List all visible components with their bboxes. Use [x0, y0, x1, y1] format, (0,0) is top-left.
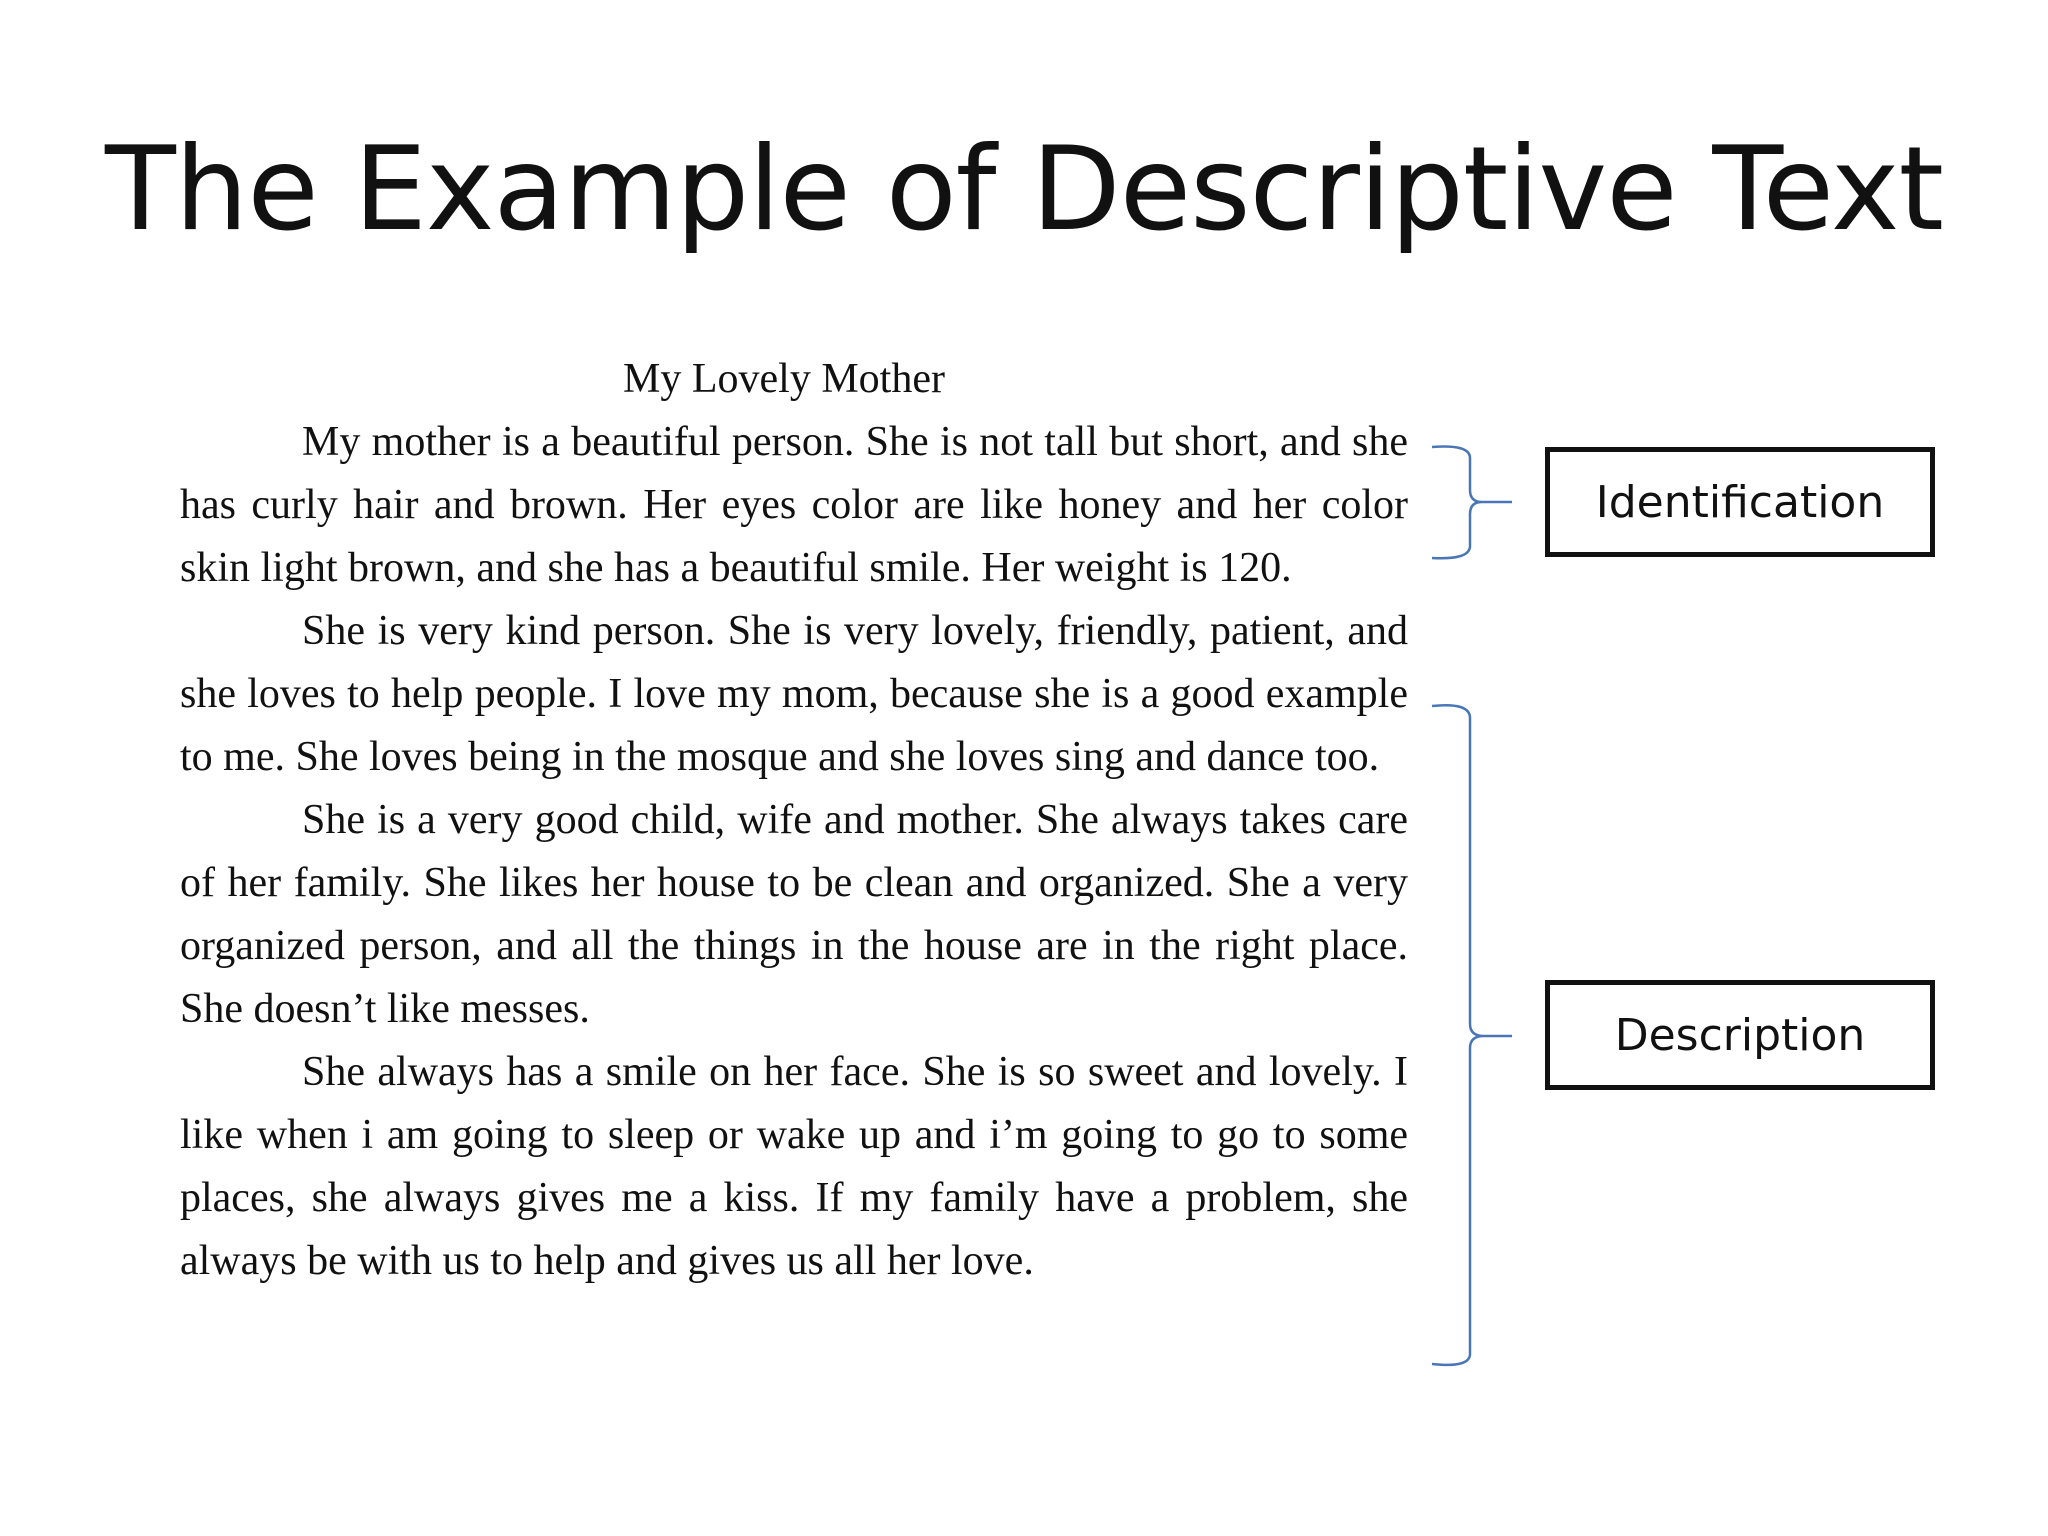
story-heading: My Lovely Mother [623, 356, 945, 402]
paragraph-description-1: She is very kind person. She is very lovely, friendly, patient, and she loves to help people. I love my mom, because she is a good example to me. She loves being in the mosque and she loves sing and dance too. [180, 608, 1408, 780]
paragraph-identification: My mother is a beautiful person. She is not tall but short, and she has curly hair and brown. Her eyes color are like honey and her color skin light brown, and she has a beautiful smile. Her weight is 120. [180, 419, 1408, 591]
identification-label-box [1545, 447, 1935, 557]
paragraph-description-2: She is a very good child, wife and mother. She always takes care of her family. She likes her house to be clean and organized. She a very organized person, and all the things in the house are in the right place. She doesn’t like messes. [180, 797, 1408, 1032]
identification-label: Identification [1595, 476, 1885, 528]
slide-title: The Example of Descriptive Text [104, 122, 1944, 257]
identification-bracket [1432, 446, 1512, 558]
description-label-box [1545, 980, 1935, 1090]
paragraph-description-3: She always has a smile on her face. She is so sweet and lovely. I like when i am going to sleep or wake up and i’m going to go to some places, she always gives me a kiss. If my family have a problem, she always be with us to help and gives us all her love. [180, 1049, 1408, 1284]
description-label: Description [1614, 1009, 1866, 1061]
story-text [180, 348, 1408, 1293]
description-bracket [1432, 705, 1512, 1365]
